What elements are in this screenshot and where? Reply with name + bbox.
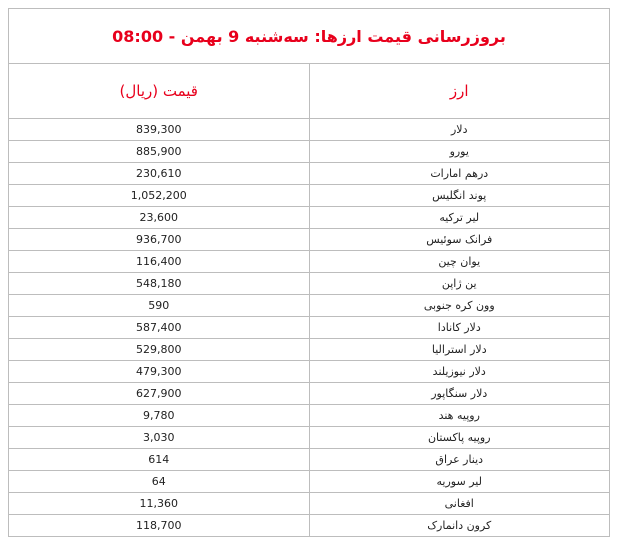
currency-name-cell: ین ژاپن — [309, 273, 610, 295]
table-row — [9, 471, 610, 493]
table-body — [9, 119, 610, 537]
price-cell: 3,030 — [9, 427, 310, 449]
currency-name-cell: روپیه پاکستان — [309, 427, 610, 449]
currency-name-cell: دلار استرالیا — [309, 339, 610, 361]
currency-name-cell: لیر سوریه — [309, 471, 610, 493]
table-row — [9, 449, 610, 471]
price-cell: 614 — [9, 449, 310, 471]
table-row — [9, 251, 610, 273]
table-row — [9, 207, 610, 229]
currency-name-cell: یورو — [309, 141, 610, 163]
currency-name-cell: افغانی — [309, 493, 610, 515]
price-cell: 9,780 — [9, 405, 310, 427]
price-cell: 936,700 — [9, 229, 310, 251]
currency-name-cell: دلار — [309, 119, 610, 141]
currency-name-cell: دلار کانادا — [309, 317, 610, 339]
price-cell: 11,360 — [9, 493, 310, 515]
table-row — [9, 185, 610, 207]
price-cell: 839,300 — [9, 119, 310, 141]
price-cell: 479,300 — [9, 361, 310, 383]
table-row — [9, 515, 610, 537]
table-row — [9, 317, 610, 339]
table-row — [9, 339, 610, 361]
currency-name-cell: یوان چین — [309, 251, 610, 273]
table-row — [9, 361, 610, 383]
table-row — [9, 119, 610, 141]
currency-name-cell: وون کره جنوبی — [309, 295, 610, 317]
title-row — [9, 9, 610, 64]
price-cell: 529,800 — [9, 339, 310, 361]
price-cell: 590 — [9, 295, 310, 317]
currency-name-cell: پوند انگلیس — [309, 185, 610, 207]
currency-name-cell: کرون دانمارک — [309, 515, 610, 537]
price-cell: 118,700 — [9, 515, 310, 537]
table-row — [9, 405, 610, 427]
price-cell: 64 — [9, 471, 310, 493]
table-row — [9, 383, 610, 405]
table-row — [9, 163, 610, 185]
table-row — [9, 273, 610, 295]
header-row — [9, 64, 610, 119]
table-title: بروزرسانی قیمت ارزها: سه‌شنبه 9 بهمن - 08:00 — [9, 9, 610, 64]
currency-name-cell: لیر ترکیه — [309, 207, 610, 229]
currency-name-cell: دلار سنگاپور — [309, 383, 610, 405]
table-row — [9, 493, 610, 515]
currency-name-cell: درهم امارات — [309, 163, 610, 185]
price-cell: 548,180 — [9, 273, 310, 295]
table-row — [9, 427, 610, 449]
price-cell: 116,400 — [9, 251, 310, 273]
price-cell: 23,600 — [9, 207, 310, 229]
currency-name-cell: روپیه هند — [309, 405, 610, 427]
currency-column-header: ارز — [309, 64, 610, 119]
currency-name-cell: دلار نیوزیلند — [309, 361, 610, 383]
price-cell: 587,400 — [9, 317, 310, 339]
currency-price-table — [8, 8, 610, 537]
table-row — [9, 141, 610, 163]
price-cell: 230,610 — [9, 163, 310, 185]
currency-name-cell: فرانک سوئیس — [309, 229, 610, 251]
price-cell: 1,052,200 — [9, 185, 310, 207]
price-cell: 627,900 — [9, 383, 310, 405]
currency-name-cell: دینار عراق — [309, 449, 610, 471]
currency-table-wrapper — [8, 8, 610, 537]
table-row — [9, 295, 610, 317]
price-column-header: قیمت (ریال) — [9, 64, 310, 119]
table-row — [9, 229, 610, 251]
price-cell: 885,900 — [9, 141, 310, 163]
